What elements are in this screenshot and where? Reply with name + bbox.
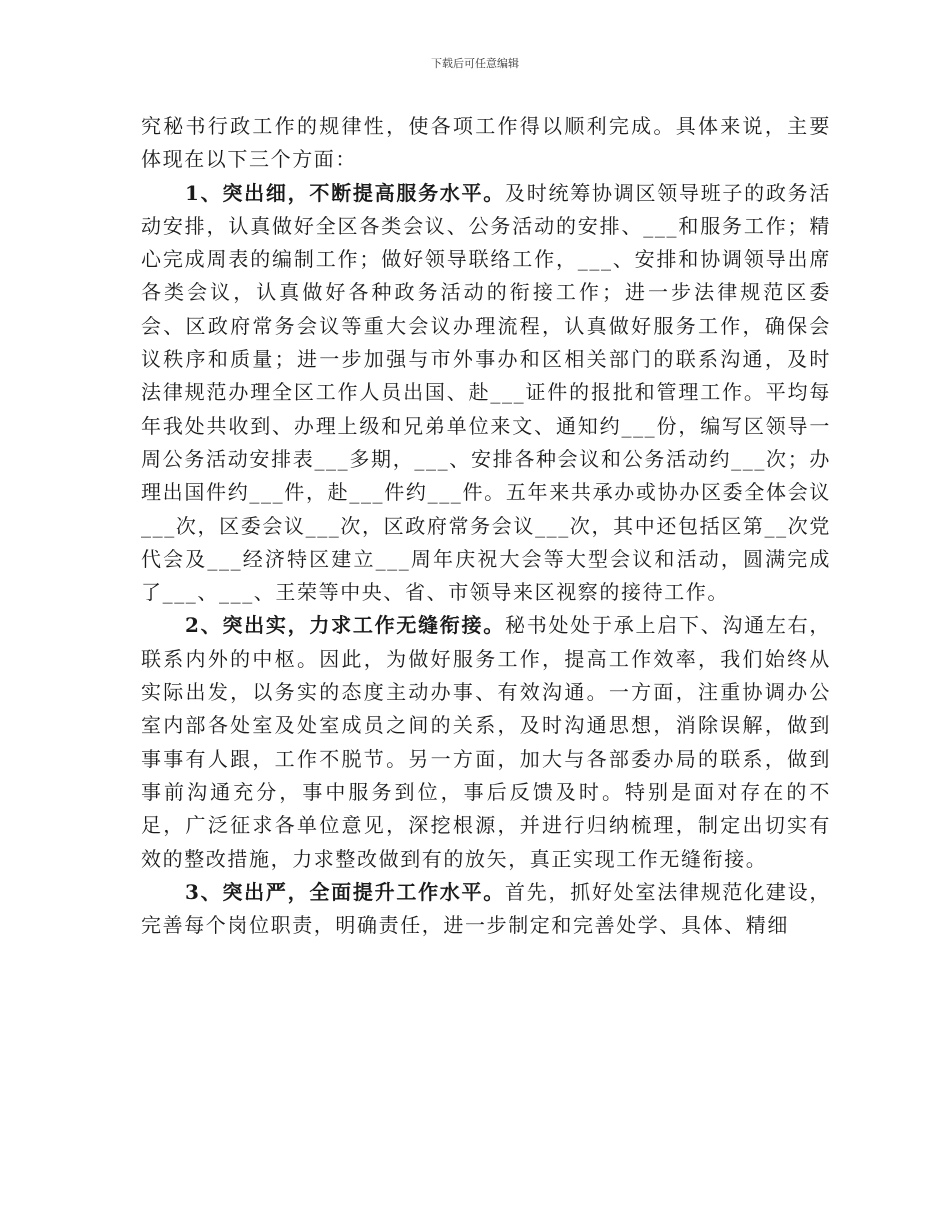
paragraph-section-3 bbox=[141, 876, 831, 943]
paragraph-section-1 bbox=[141, 177, 831, 610]
section-2-text: 秘书处处于承上启下、沟通左右，联系内外的中枢。因此，为做好服务工作，提高工作效率，我们始终从实际出发，以务实的态度主动办事、有效沟通。一方面，注重协调办公室内部各处室及处室成员之间的关系，及时沟通思想，消除误解，做到事事有人跟，工作不脱节。另一方面，加大与各部委办局的联系，做到事前沟通充分，事中服务到位，事后反馈及时。特别是面对存在的不足，广泛征求各单位意见，深挖根源，并进行归纳梳理，制定出切实有效的整改措施，力求整改做到有的放矢，真正实现工作无缝衔接。 bbox=[141, 613, 831, 871]
section-1-text: 及时统筹协调区领导班子的政务活动安排，认真做好全区各类会议、公务活动的安排、___和服务工作；精心完成周表的编制工作；做好领导联络工作，___、安排和协调领导出席各类会议，认真做好各种政务活动的衔接工作；进一步法律规范区委会、区政府常务会议等重大会议办理流程，认真做好服务工作，确保会议秩序和质量；进一步加强与市外事办和区相关部门的联系沟通，及时法律规范办理全区工作人员出国、赴___证件的报批和管理工作。平均每年我处共收到、办理上级和兄弟单位来文、通知约___份，编写区领导一周公务活动安排表___多期，___、安排各种会议和公务活动约___次；办理出国件约___件，赴___件约___件。五年来共承办或协办区委全体会议___次，区委会议___次，区政府常务会议___次，其中还包括区第__次党代会及___经济特区建立___周年庆祝大会等大型会议和活动，圆满完成了___、___、王荣等中央、省、市领导来区视察的接待工作。 bbox=[141, 180, 831, 605]
section-2-heading: 2、突出实，力求工作无缝衔接。 bbox=[185, 613, 506, 638]
paragraph-section-2 bbox=[141, 609, 831, 875]
page-header-note: 下载后可任意编辑 bbox=[431, 57, 519, 70]
document-body bbox=[141, 110, 831, 942]
section-3-text: 首先，抓好处室法律规范化建设，完善每个岗位职责，明确责任，进一步制定和完善处学、具体、精细 bbox=[141, 879, 831, 938]
section-1-heading: 1、突出细，不断提高服务水平。 bbox=[185, 180, 506, 205]
section-3-heading: 3、突出严，全面提升工作水平。 bbox=[185, 879, 506, 904]
paragraph-continuation: 究秘书行政工作的规律性，使各项工作得以顺利完成。具体来说，主要体现在以下三个方面： bbox=[141, 114, 831, 172]
